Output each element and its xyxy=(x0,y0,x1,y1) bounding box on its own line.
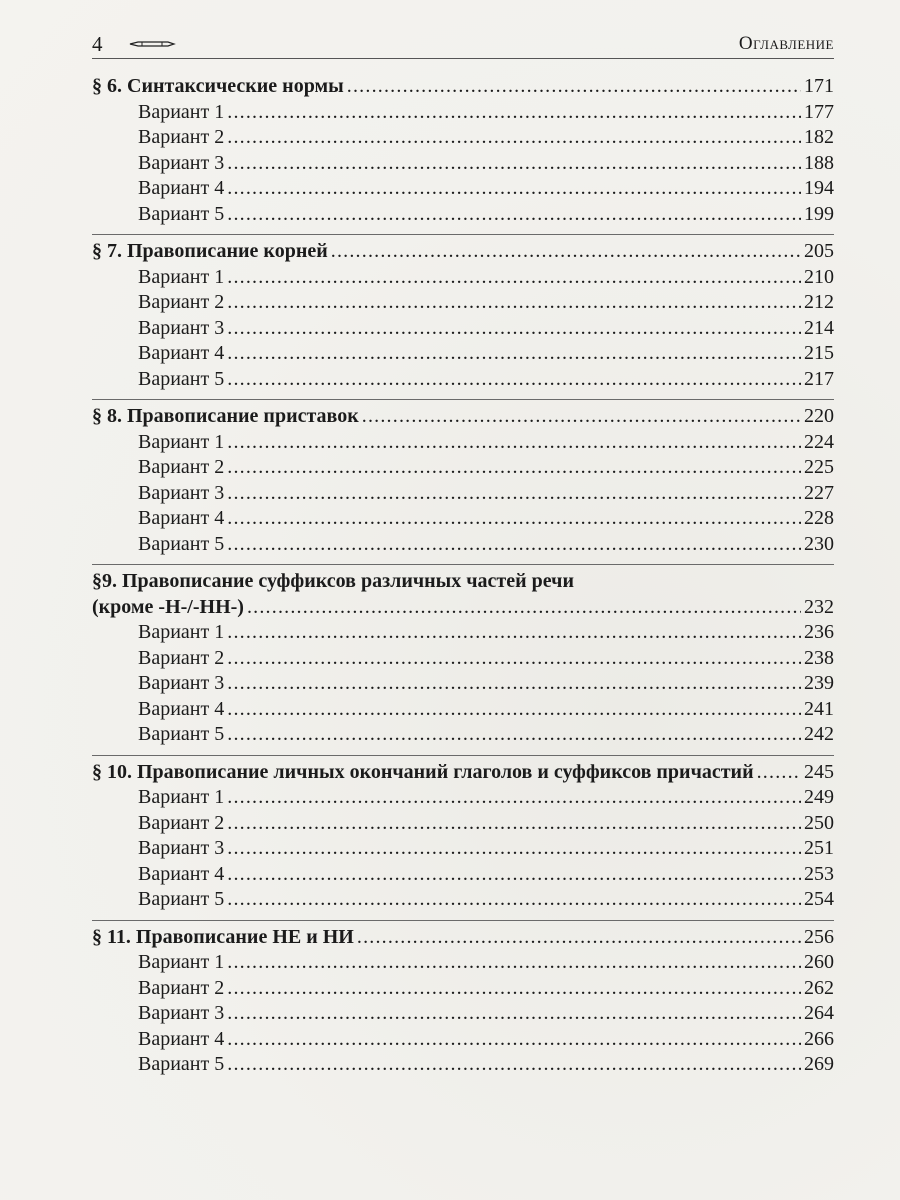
dot-leader xyxy=(227,887,801,913)
variant-entry xyxy=(92,202,834,228)
variant-entry xyxy=(92,532,834,558)
variant-entry xyxy=(92,646,834,672)
variant-entry xyxy=(92,950,834,976)
variant-entry-page-number: 238 xyxy=(804,646,834,669)
dot-leader xyxy=(227,646,801,672)
dot-leader xyxy=(227,836,801,862)
toc-section xyxy=(92,756,834,921)
variant-entry-page-number: 253 xyxy=(804,862,834,885)
toc-section xyxy=(92,921,834,1085)
dot-leader xyxy=(227,976,801,1002)
variant-entry xyxy=(92,100,834,126)
variant-entry-page-number: 224 xyxy=(804,430,834,453)
section-heading xyxy=(92,404,834,430)
variant-entry-page-number: 250 xyxy=(804,811,834,834)
variant-entry xyxy=(92,265,834,291)
variant-entry-title: Вариант 5 xyxy=(138,888,225,910)
section-heading-title: § 10. Правописание личных окончаний глаголов и суффиксов причастий xyxy=(92,760,754,783)
dot-leader xyxy=(227,341,801,367)
variant-entry-title: Вариант 4 xyxy=(138,862,225,885)
variant-entry xyxy=(92,1001,834,1027)
section-title-line: §9. Правописание суффиксов различных частей речи xyxy=(92,570,574,592)
variant-entry xyxy=(92,176,834,202)
variant-entry-page-number: 227 xyxy=(804,481,834,504)
variant-entry-title: Вариант 1 xyxy=(138,430,225,453)
dot-leader xyxy=(227,202,801,228)
dot-leader xyxy=(247,595,801,621)
variant-entry-page-number: 262 xyxy=(804,976,834,999)
variant-entry-title: Вариант 2 xyxy=(138,456,225,478)
dot-leader xyxy=(227,950,801,976)
variant-entry-title: Вариант 4 xyxy=(138,507,225,529)
section-heading-page-number: 220 xyxy=(804,405,834,427)
variant-entry-page-number: 260 xyxy=(804,951,834,973)
dot-leader xyxy=(227,785,801,811)
variant-entry-title: Вариант 5 xyxy=(138,367,225,390)
variant-entry-title: Вариант 2 xyxy=(138,976,225,999)
variant-entry-title: Вариант 3 xyxy=(138,837,225,859)
variant-entry xyxy=(92,785,834,811)
variant-entry-page-number: 188 xyxy=(804,151,834,174)
dot-leader xyxy=(227,532,801,558)
variant-entry xyxy=(92,862,834,888)
variant-entry-page-number: 230 xyxy=(804,532,834,555)
variant-entry-page-number: 210 xyxy=(804,265,834,288)
variant-entry-title: Вариант 3 xyxy=(138,151,225,174)
variant-entry xyxy=(92,290,834,316)
section-heading-title: § 8. Правописание приставок xyxy=(92,405,359,427)
variant-entry-title: Вариант 1 xyxy=(138,621,225,643)
running-title: Оглавление xyxy=(738,33,834,54)
section-heading xyxy=(92,760,834,786)
variant-entry xyxy=(92,697,834,723)
toc-section xyxy=(92,70,834,235)
variant-entry-page-number: 254 xyxy=(804,888,834,910)
pen-icon xyxy=(128,38,176,50)
variant-entry-title: Вариант 3 xyxy=(138,481,225,504)
variant-entry-title: Вариант 4 xyxy=(138,342,225,364)
variant-entry-title: Вариант 1 xyxy=(138,951,225,973)
section-heading xyxy=(92,74,834,100)
page-header xyxy=(92,30,834,59)
dot-leader xyxy=(227,316,801,342)
dot-leader xyxy=(331,239,801,265)
dot-leader xyxy=(227,697,801,723)
variant-entry-title: Вариант 4 xyxy=(138,697,225,720)
section-heading-page-number: 171 xyxy=(804,75,834,97)
variant-entry-title: Вариант 2 xyxy=(138,646,225,669)
dot-leader xyxy=(227,722,801,748)
variant-entry-title: Вариант 1 xyxy=(138,786,225,808)
variant-entry-title: Вариант 5 xyxy=(138,532,225,555)
dot-leader xyxy=(347,74,801,100)
dot-leader xyxy=(227,671,801,697)
toc-section xyxy=(92,565,834,756)
variant-entry-page-number: 212 xyxy=(804,291,834,313)
variant-entry xyxy=(92,1052,834,1078)
variant-entry xyxy=(92,722,834,748)
dot-leader xyxy=(227,100,801,126)
dot-leader xyxy=(227,1052,801,1078)
variant-entry-page-number: 194 xyxy=(804,177,834,199)
toc-section xyxy=(92,235,834,400)
variant-entry-title: Вариант 5 xyxy=(138,202,225,225)
dot-leader xyxy=(227,862,801,888)
variant-entry-page-number: 215 xyxy=(804,342,834,364)
variant-entry xyxy=(92,455,834,481)
section-heading xyxy=(92,925,834,951)
variant-entry-title: Вариант 1 xyxy=(138,100,225,123)
variant-entry-page-number: 242 xyxy=(804,723,834,745)
dot-leader xyxy=(227,176,801,202)
variant-entry-page-number: 199 xyxy=(804,202,834,225)
variant-entry-title: Вариант 2 xyxy=(138,291,225,313)
variant-entry xyxy=(92,976,834,1002)
variant-entry-page-number: 249 xyxy=(804,786,834,808)
variant-entry-title: Вариант 4 xyxy=(138,1027,225,1050)
section-heading-page-number: 256 xyxy=(804,925,834,948)
dot-leader xyxy=(227,430,801,456)
table-of-contents xyxy=(92,70,834,1085)
variant-entry-title: Вариант 4 xyxy=(138,177,225,199)
variant-entry xyxy=(92,341,834,367)
dot-leader xyxy=(757,760,801,786)
variant-entry-page-number: 241 xyxy=(804,697,834,720)
variant-entry xyxy=(92,125,834,151)
variant-entry-page-number: 251 xyxy=(804,837,834,859)
variant-entry xyxy=(92,887,834,913)
dot-leader xyxy=(357,925,801,951)
variant-entry-title: Вариант 2 xyxy=(138,126,225,148)
dot-leader xyxy=(362,404,801,430)
section-heading-title: (кроме -Н-/-НН-) xyxy=(92,595,244,618)
variant-entry-title: Вариант 5 xyxy=(138,723,225,745)
variant-entry-page-number: 266 xyxy=(804,1027,834,1050)
variant-entry xyxy=(92,151,834,177)
section-heading-page-number: 205 xyxy=(804,240,834,262)
page-number: 4 xyxy=(92,31,103,56)
variant-entry-page-number: 177 xyxy=(804,100,834,123)
dot-leader xyxy=(227,481,801,507)
variant-entry-page-number: 264 xyxy=(804,1002,834,1024)
variant-entry xyxy=(92,367,834,393)
variant-entry-page-number: 239 xyxy=(804,672,834,694)
section-heading-title: § 11. Правописание НЕ и НИ xyxy=(92,925,354,948)
dot-leader xyxy=(227,455,801,481)
variant-entry-page-number: 182 xyxy=(804,126,834,148)
variant-entry-page-number: 269 xyxy=(804,1053,834,1075)
section-heading-page-number: 232 xyxy=(804,595,834,618)
variant-entry xyxy=(92,430,834,456)
section-heading-title: § 6. Синтаксические нормы xyxy=(92,75,344,97)
toc-section xyxy=(92,400,834,565)
variant-entry-title: Вариант 3 xyxy=(138,1002,225,1024)
dot-leader xyxy=(227,811,801,837)
variant-entry-title: Вариант 3 xyxy=(138,672,225,694)
variant-entry-title: Вариант 5 xyxy=(138,1053,225,1075)
variant-entry-title: Вариант 3 xyxy=(138,316,225,339)
variant-entry xyxy=(92,811,834,837)
variant-entry xyxy=(92,671,834,697)
section-heading-page-number: 245 xyxy=(804,760,834,783)
variant-entry-page-number: 228 xyxy=(804,507,834,529)
dot-leader xyxy=(227,1027,801,1053)
variant-entry-page-number: 225 xyxy=(804,456,834,478)
variant-entry-page-number: 217 xyxy=(804,367,834,390)
dot-leader xyxy=(227,290,801,316)
dot-leader xyxy=(227,1001,801,1027)
variant-entry xyxy=(92,481,834,507)
dot-leader xyxy=(227,506,801,532)
section-heading xyxy=(92,595,834,621)
variant-entry xyxy=(92,620,834,646)
variant-entry xyxy=(92,1027,834,1053)
dot-leader xyxy=(227,151,801,177)
dot-leader xyxy=(227,125,801,151)
dot-leader xyxy=(227,620,801,646)
variant-entry xyxy=(92,836,834,862)
section-heading xyxy=(92,239,834,265)
variant-entry xyxy=(92,506,834,532)
dot-leader xyxy=(227,265,801,291)
variant-entry-title: Вариант 1 xyxy=(138,265,225,288)
dot-leader xyxy=(227,367,801,393)
variant-entry-page-number: 214 xyxy=(804,316,834,339)
variant-entry-title: Вариант 2 xyxy=(138,811,225,834)
variant-entry-page-number: 236 xyxy=(804,621,834,643)
section-heading-title: § 7. Правописание корней xyxy=(92,240,328,262)
variant-entry xyxy=(92,316,834,342)
